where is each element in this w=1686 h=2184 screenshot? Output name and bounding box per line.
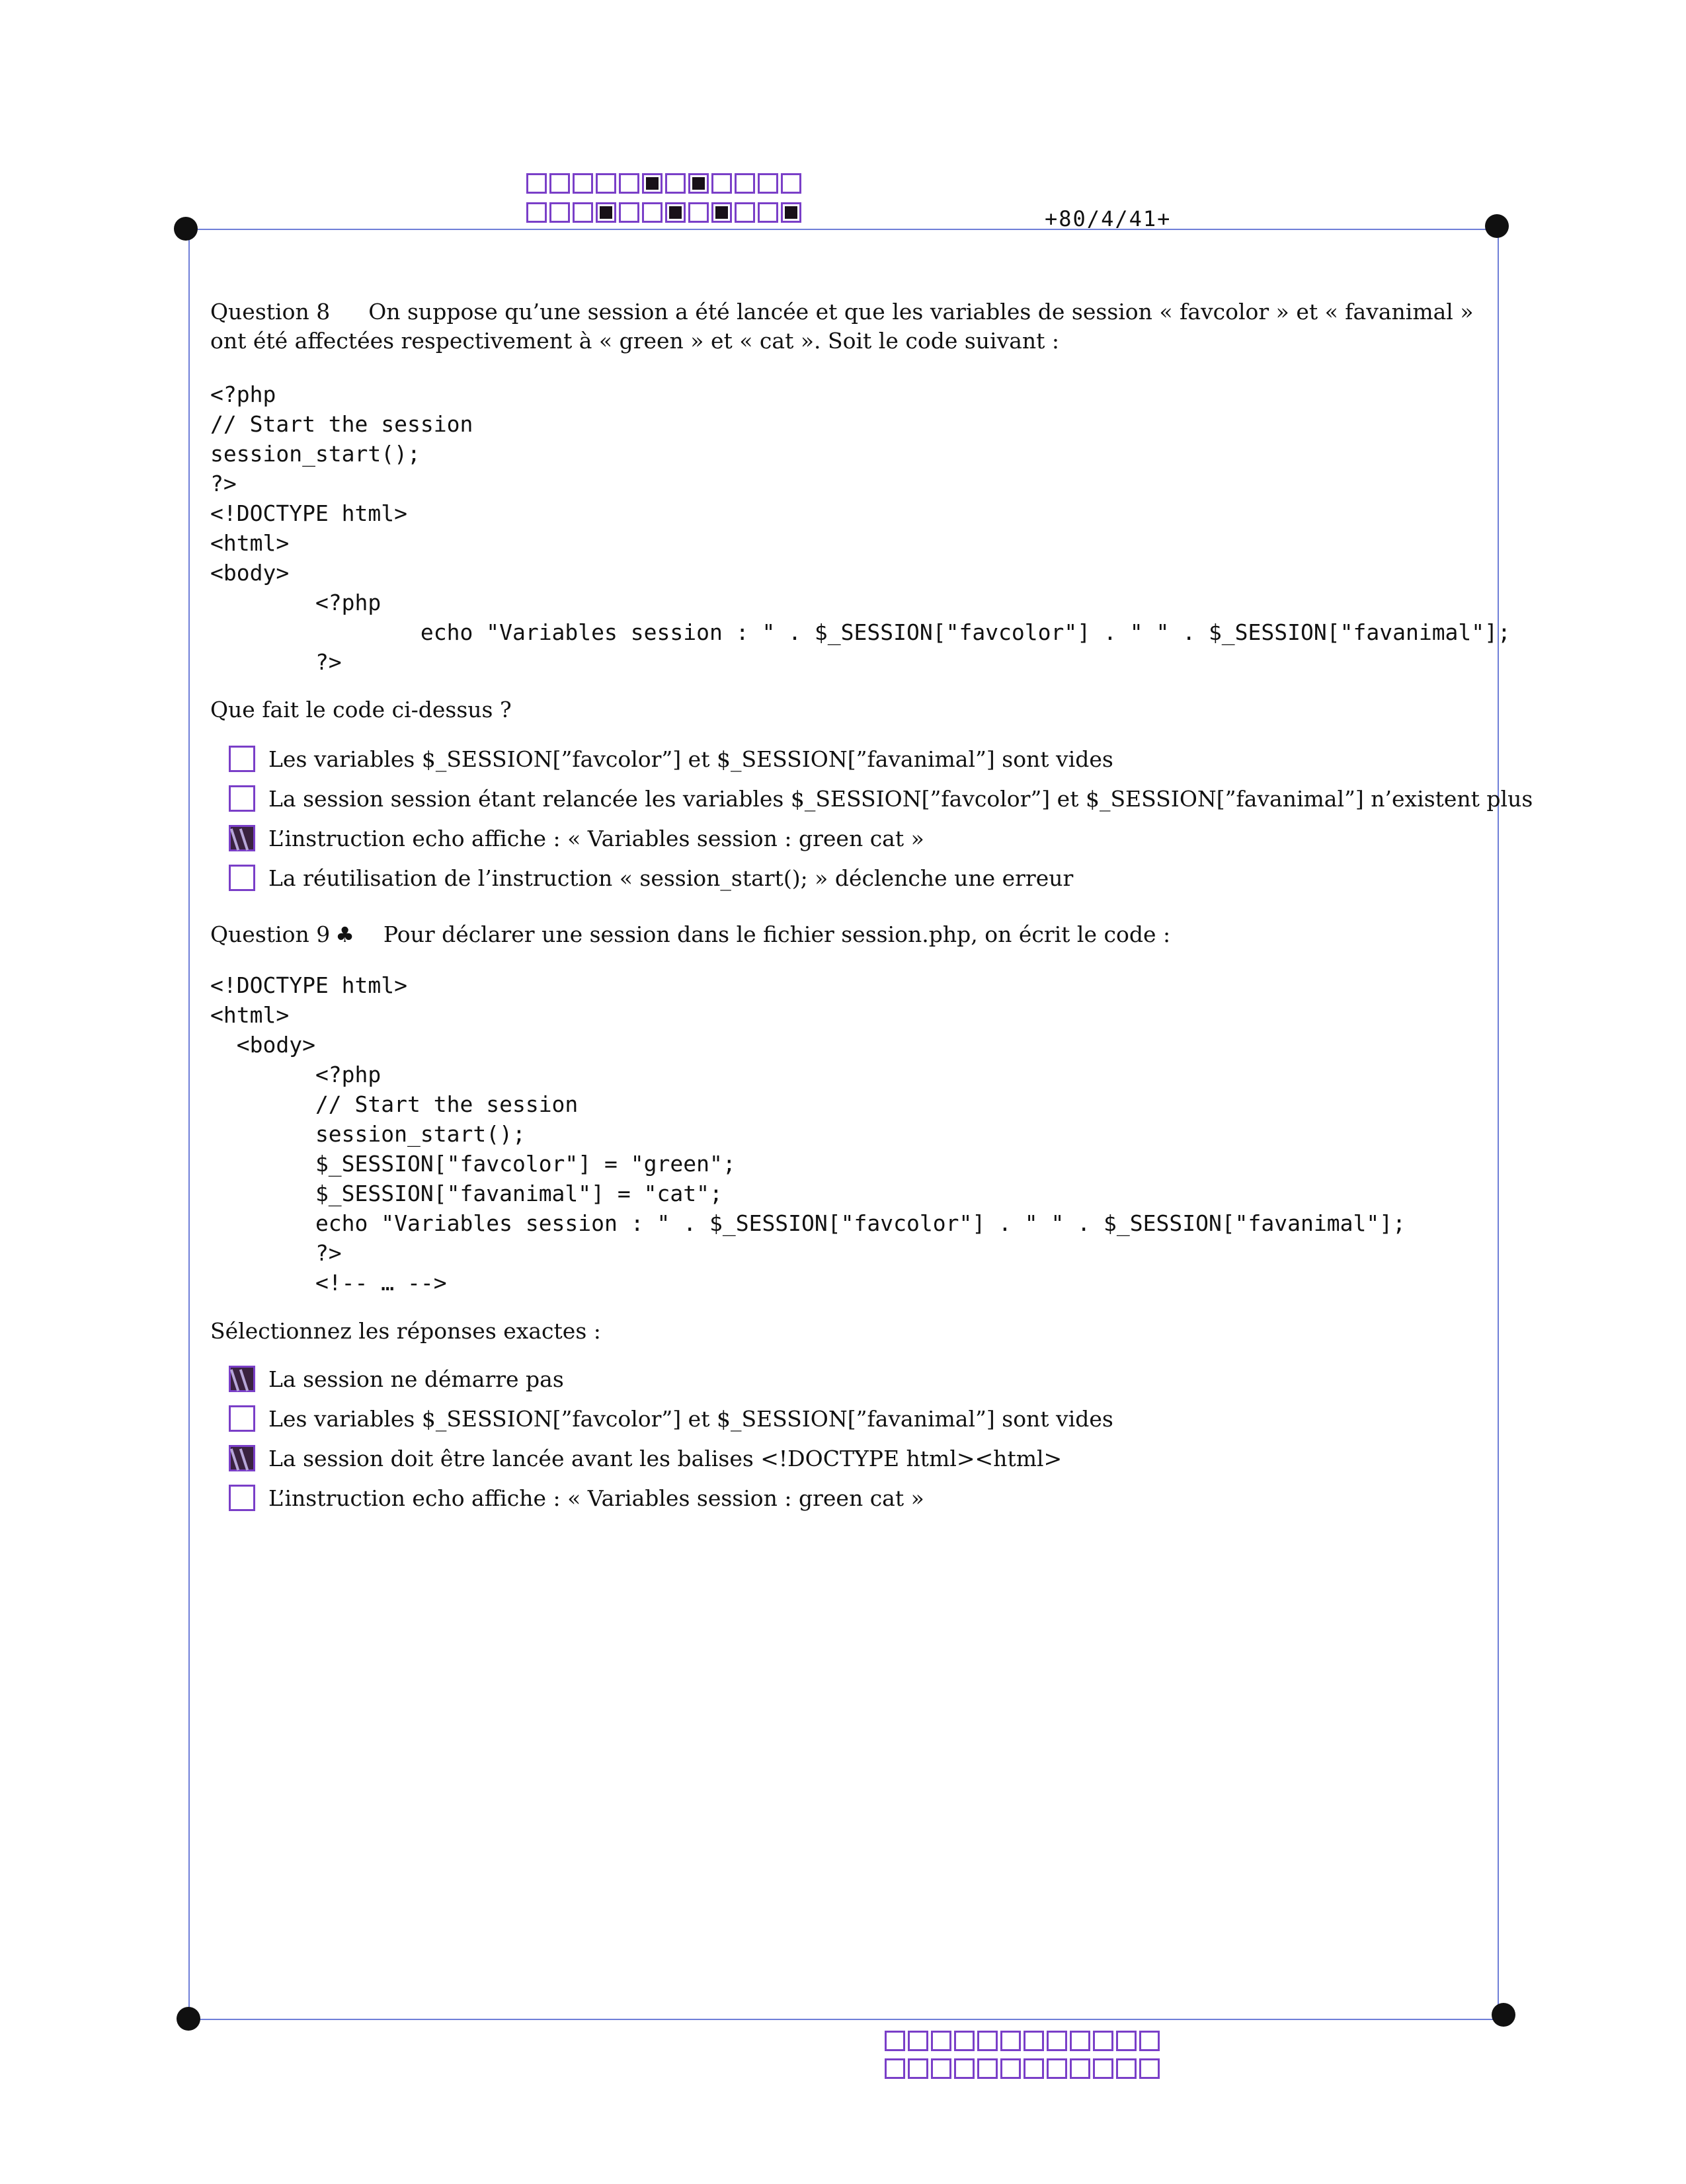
code-cell-filled bbox=[642, 173, 662, 194]
question-9-answers bbox=[229, 1359, 1113, 1518]
code-cell-empty bbox=[573, 173, 593, 194]
code-cell-empty bbox=[781, 173, 801, 194]
answer-checkbox-checked[interactable] bbox=[229, 1366, 255, 1392]
answer-text: Les variables $_SESSION[”favcolor”] et $_SESSION[”favanimal”] sont vides bbox=[268, 746, 1113, 772]
answer-option[interactable] bbox=[229, 739, 1533, 779]
code-cell-empty bbox=[1139, 2058, 1160, 2079]
answer-checkbox-checked[interactable] bbox=[229, 825, 255, 851]
code-cell-empty bbox=[977, 2031, 998, 2051]
code-cell-empty bbox=[931, 2031, 951, 2051]
question-9-label: Question 9 bbox=[210, 921, 331, 947]
code-cell-empty bbox=[619, 173, 639, 194]
answer-text: L’instruction echo affiche : « Variables session : green cat » bbox=[268, 825, 924, 851]
code-cell-empty bbox=[1093, 2031, 1113, 2051]
code-cell-empty bbox=[642, 202, 662, 223]
answer-option[interactable] bbox=[229, 818, 1533, 858]
code-cell-empty bbox=[1047, 2031, 1067, 2051]
corner-mark-bottom-right bbox=[1492, 2003, 1515, 2027]
code-cell-empty bbox=[526, 173, 547, 194]
code-cell-empty bbox=[1024, 2031, 1044, 2051]
code-cell-empty bbox=[1000, 2058, 1021, 2079]
code-cell-empty bbox=[954, 2058, 975, 2079]
answer-text: La session session étant relancée les variables $_SESSION[”favcolor”] et $_SESSION[”favanimal”] n’existent plus bbox=[268, 785, 1533, 812]
corner-mark-top-left bbox=[174, 217, 198, 241]
code-cell-empty bbox=[885, 2058, 905, 2079]
question-8-code: <?php // Start the session session_start(); ?> <!DOCTYPE html> <html> <body> <?php echo "Variables session : " . $_SESSION["favcolor"] . " " . $_SESSION["favanimal"]; ?> bbox=[210, 381, 1511, 675]
answer-checkbox[interactable] bbox=[229, 1405, 255, 1432]
answer-option[interactable] bbox=[229, 1399, 1113, 1438]
code-cell-empty bbox=[596, 173, 616, 194]
question-8-header bbox=[210, 297, 1480, 356]
code-cell-empty bbox=[1093, 2058, 1113, 2079]
answer-checkbox[interactable] bbox=[229, 746, 255, 772]
code-cell-empty bbox=[1000, 2031, 1021, 2051]
sheet-identifier: +80/4/41+ bbox=[1045, 206, 1172, 231]
code-cell-empty bbox=[931, 2058, 951, 2079]
code-cell-filled bbox=[665, 202, 686, 223]
code-cell-empty bbox=[908, 2058, 928, 2079]
code-cell-empty bbox=[954, 2031, 975, 2051]
answer-text: La session doit être lancée avant les balises <!DOCTYPE html><html> bbox=[268, 1445, 1063, 1471]
code-cell-filled bbox=[688, 173, 709, 194]
question-9-text: Pour déclarer une session dans le fichier session.php, on écrit le code : bbox=[383, 921, 1171, 947]
code-cell-empty bbox=[1116, 2058, 1137, 2079]
question-9-prompt: Sélectionnez les réponses exactes : bbox=[210, 1318, 601, 1344]
code-cell-empty bbox=[1116, 2031, 1137, 2051]
code-cell-empty bbox=[526, 202, 547, 223]
answer-checkbox[interactable] bbox=[229, 785, 255, 812]
code-cell-empty bbox=[665, 173, 686, 194]
code-cell-empty bbox=[735, 202, 755, 223]
code-cell-empty bbox=[549, 202, 570, 223]
answer-checkbox[interactable] bbox=[229, 865, 255, 891]
code-cell-empty bbox=[1070, 2031, 1090, 2051]
code-cell-empty bbox=[549, 173, 570, 194]
code-cell-empty bbox=[977, 2058, 998, 2079]
code-cell-filled bbox=[596, 202, 616, 223]
question-8-text: On suppose qu’une session a été lancée et que les variables de session « favcolor » et « favanimal » ont été affectées respectivement à « green » et « cat ». Soit le code suivant : bbox=[210, 299, 1474, 354]
question-8-answers bbox=[229, 739, 1533, 898]
corner-mark-bottom-left bbox=[177, 2007, 200, 2031]
answer-text: Les variables $_SESSION[”favcolor”] et $_SESSION[”favanimal”] sont vides bbox=[268, 1405, 1113, 1432]
code-cell-empty bbox=[1070, 2058, 1090, 2079]
code-cell-empty bbox=[1047, 2058, 1067, 2079]
code-cell-empty bbox=[758, 173, 778, 194]
question-8-prompt: Que fait le code ci-dessus ? bbox=[210, 697, 512, 722]
answer-option[interactable] bbox=[229, 1438, 1113, 1478]
answer-checkbox-checked[interactable] bbox=[229, 1445, 255, 1471]
answer-option[interactable] bbox=[229, 1478, 1113, 1518]
code-cell-empty bbox=[573, 202, 593, 223]
code-cell-empty bbox=[885, 2031, 905, 2051]
code-cell-empty bbox=[735, 173, 755, 194]
bottom-code-strip-1 bbox=[885, 2031, 1162, 2051]
code-cell-empty bbox=[1024, 2058, 1044, 2079]
code-cell-empty bbox=[619, 202, 639, 223]
answer-text: L’instruction echo affiche : « Variables session : green cat » bbox=[268, 1485, 924, 1511]
answer-option[interactable] bbox=[229, 1359, 1113, 1399]
code-cell-empty bbox=[908, 2031, 928, 2051]
code-cell-empty bbox=[1139, 2031, 1160, 2051]
answer-checkbox[interactable] bbox=[229, 1485, 255, 1511]
question-8-label: Question 8 bbox=[210, 299, 331, 325]
code-cell-empty bbox=[688, 202, 709, 223]
top-code-strip-2 bbox=[526, 202, 804, 223]
code-cell-empty bbox=[758, 202, 778, 223]
code-cell-filled bbox=[781, 202, 801, 223]
bottom-code-strip-2 bbox=[885, 2058, 1162, 2079]
corner-mark-top-right bbox=[1485, 214, 1509, 238]
answer-option[interactable] bbox=[229, 858, 1533, 898]
code-cell-empty bbox=[711, 173, 732, 194]
answer-text: La réutilisation de l’instruction « session_start(); » déclenche une erreur bbox=[268, 865, 1074, 891]
question-9-header bbox=[210, 920, 1480, 949]
top-code-strip-1 bbox=[526, 173, 804, 194]
club-icon: ♣ bbox=[335, 922, 354, 947]
answer-text: La session ne démarre pas bbox=[268, 1366, 564, 1392]
answer-option[interactable] bbox=[229, 779, 1533, 818]
question-9-code: <!DOCTYPE html> <html> <body> <?php // Start the session session_start(); $_SESSION["favcolor"] = "green"; $_SESSION["favanimal"] = "cat"; echo "Variables session : " . $_SESSION["favcolor"] . " " . $_SESSION["favanimal"]; ?> <!-- … --> bbox=[210, 972, 1406, 1296]
code-cell-filled bbox=[711, 202, 732, 223]
